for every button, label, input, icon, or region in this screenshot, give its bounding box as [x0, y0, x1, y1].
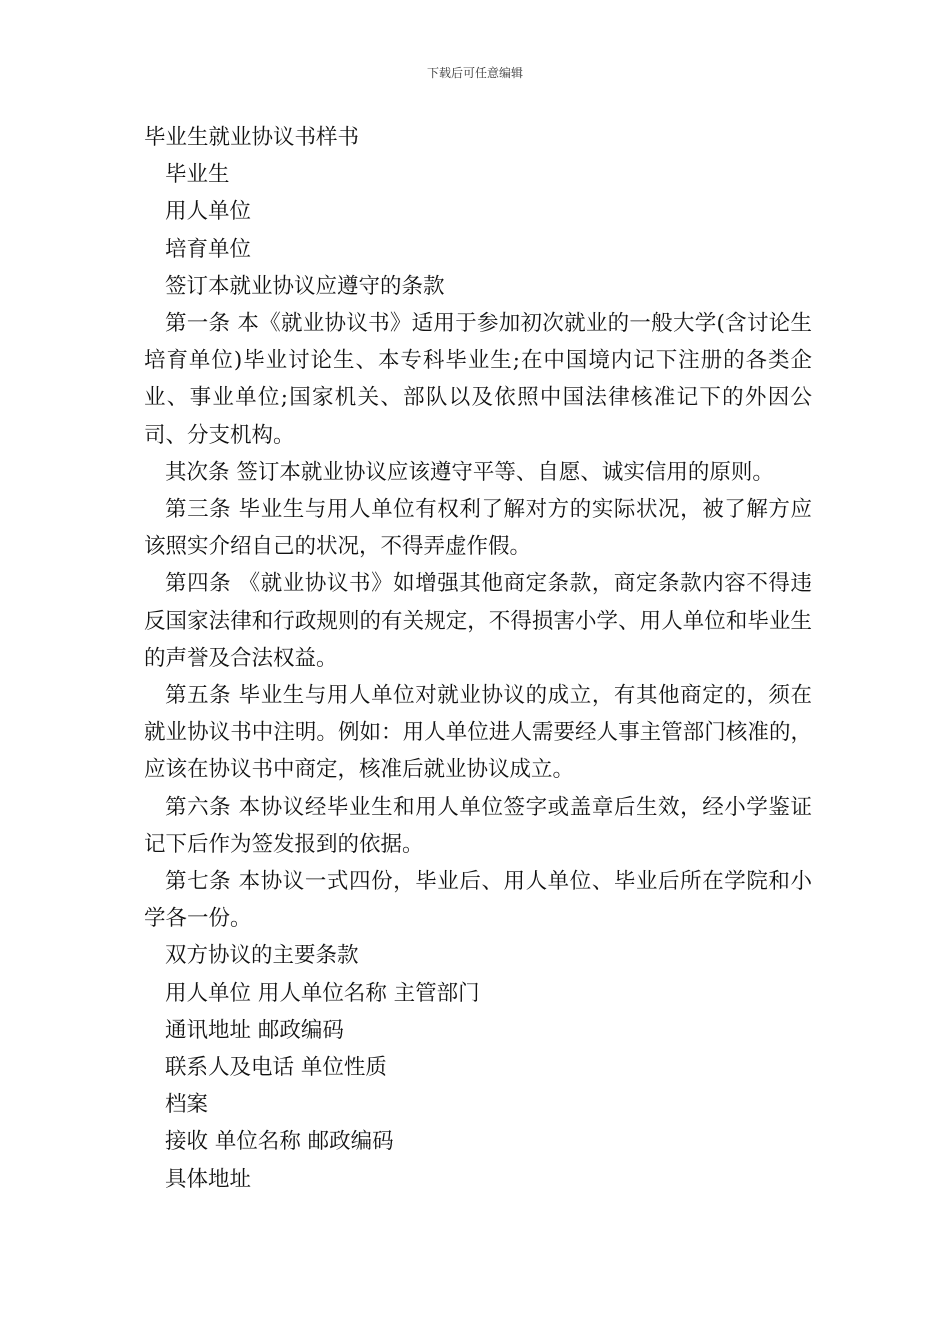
article-1: 第一条 本《就业协议书》适用于参加初次就业的一般大学(含讨论生培育单位)毕业讨论生、本专科毕业生;在中国境内记下注册的各类企业、事业单位;国家机关、部队以及依照中国法律核准记下的外因公司、分支机构。	[144, 311, 812, 448]
field-contact: 联系人及电话 单位性质	[165, 1055, 387, 1081]
page-header: 下载后可任意编辑	[426, 66, 523, 80]
main-terms-heading: 双方协议的主要条款	[165, 943, 359, 969]
field-receiving-unit: 接收 单位名称 邮政编码	[165, 1129, 394, 1155]
article-6: 第六条 本协议经毕业生和用人单位签字或盖章后生效，经小学鉴证记下后作为签发报到的依据。	[144, 794, 812, 857]
field-employer-info: 用人单位 用人单位名称 主管部门	[165, 980, 480, 1006]
field-address: 通讯地址 邮政编码	[165, 1017, 344, 1043]
article-4: 第四条 《就业协议书》如增强其他商定条款，商定条款内容不得违反国家法律和行政规则的有关规定，不得损害小学、用人单位和毕业生的声誉及合法权益。	[144, 571, 812, 671]
terms-heading: 签订本就业协议应遵守的条款	[165, 273, 445, 299]
article-2: 其次条 签订本就业协议应该遵守平等、自愿、诚实信用的原则。	[165, 459, 774, 485]
field-detailed-address: 具体地址	[165, 1166, 252, 1192]
document-title: 毕业生就业协议书样书	[144, 125, 360, 150]
article-7: 第七条 本协议一式四份，毕业后、用人单位、毕业后所在学院和小学各一份。	[144, 869, 812, 932]
document-body	[144, 119, 812, 1198]
article-3: 第三条 毕业生与用人单位有权利了解对方的实际状况，被了解方应该照实介绍自己的状况，不得弄虚作假。	[144, 497, 812, 560]
party-graduate: 毕业生	[165, 162, 230, 188]
article-5: 第五条 毕业生与用人单位对就业协议的成立，有其他商定的，须在就业协议书中注明。例如：用人单位进人需要经人事主管部门核准的，应该在协议书中商定，核准后就业协议成立。	[144, 683, 812, 783]
party-training-unit: 培育单位	[165, 236, 252, 262]
field-archive: 档案	[165, 1092, 209, 1118]
party-employer: 用人单位	[165, 199, 252, 225]
